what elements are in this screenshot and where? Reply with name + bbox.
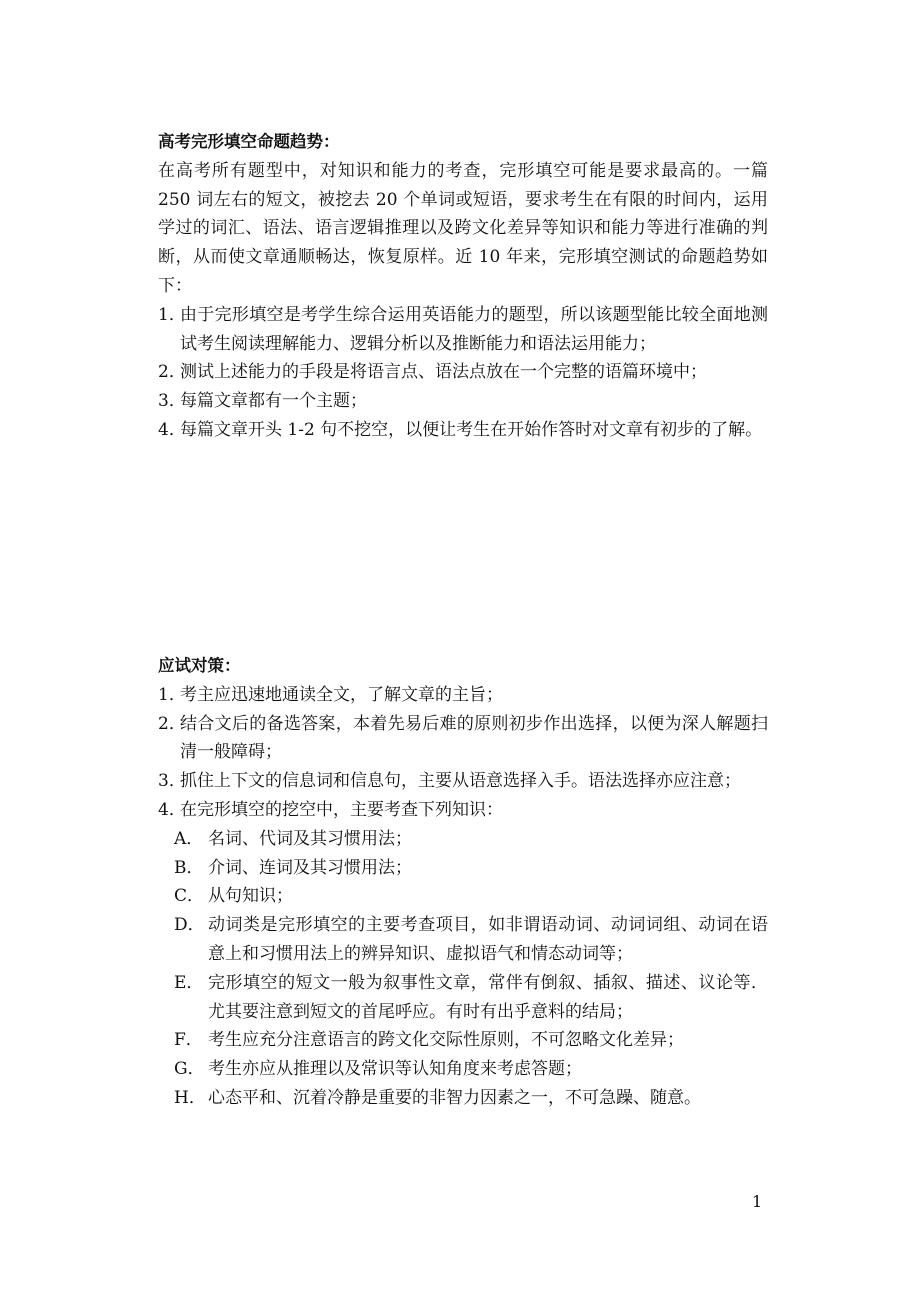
sub-list-item xyxy=(174,911,768,969)
sub-list-item xyxy=(174,882,768,911)
item-text: 在完形填空的挖空中，主要考查下列知识： xyxy=(180,799,503,820)
list-item xyxy=(158,358,768,387)
sub-list-item xyxy=(174,1084,768,1113)
item-letter: E． xyxy=(174,972,204,993)
item-text: 动词类是完形填空的主要考查项目，如非谓语动词、动词词组、动词在语意上和习惯用法上的辨异知识、虚拟语气和情态动词等； xyxy=(208,915,768,964)
list-item xyxy=(158,416,768,445)
list-item xyxy=(158,301,768,359)
item-text: 介词、连词及其习惯用法； xyxy=(208,857,412,878)
sub-list-item xyxy=(174,854,768,883)
item-text: 心态平和、沉着冷静是重要的非智力因素之一，不可急躁、随意。 xyxy=(208,1087,701,1108)
item-number: 1． xyxy=(158,684,186,705)
item-number: 2． xyxy=(158,362,186,383)
item-text: 结合文后的备选答案，本着先易后难的原则初步作出选择，以便为深人解题扫清一般障碍； xyxy=(180,713,768,763)
sub-list xyxy=(158,825,768,1113)
sub-list-item xyxy=(174,1055,768,1084)
item-number: 1． xyxy=(158,304,186,325)
sub-list-item xyxy=(174,1026,768,1055)
list-item xyxy=(158,710,768,768)
item-letter: B． xyxy=(174,857,204,878)
item-letter: F． xyxy=(174,1030,203,1051)
item-letter: D． xyxy=(174,915,205,936)
item-text: 考生应充分注意语言的跨文化交际性原则，不可忽略文化差异； xyxy=(208,1030,684,1051)
section-strategies xyxy=(158,652,768,1113)
item-text: 完形填空的短文一般为叙事性文章，常伴有倒叙、插叙、描述、议论等．尤其要注意到短文的首尾呼应。有时有出乎意料的结局； xyxy=(208,972,768,1022)
item-letter: A． xyxy=(174,828,204,849)
item-number: 2． xyxy=(158,713,186,734)
item-letter: G． xyxy=(174,1059,205,1080)
item-text: 每篇文章开头 1-2 句不挖空，以便让考生在开始作答时对文章有初步的了解。 xyxy=(180,419,763,440)
item-text: 每篇文章都有一个主题； xyxy=(180,391,367,412)
item-letter: H． xyxy=(174,1087,206,1108)
list-item xyxy=(158,767,768,796)
item-letter: C． xyxy=(174,886,205,907)
list-item xyxy=(158,681,768,710)
item-text: 考主应迅速地通读全文，了解文章的主旨； xyxy=(180,684,503,705)
item-text: 考生亦应从推理以及常识等认知角度来考虑答题； xyxy=(208,1059,582,1080)
list-item xyxy=(158,387,768,416)
intro-paragraph: 在高考所有题型中，对知识和能力的考查，完形填空可能是要求最高的。一篇 250 词左右的短文，被挖去 20 个单词或短语，要求考生在有限的时间内，运用学过的词汇、语法、语言逻辑推理以及跨文化差异等知识和能力等进行准确的判断，从而使文章通顺畅达，恢复原样。近 10 年来，完形填空测试的命题趋势如下： xyxy=(158,160,768,296)
item-number: 4． xyxy=(158,799,186,820)
sub-list-item xyxy=(174,825,768,854)
item-text: 抓住上下文的信息词和信息句，主要从语意选择入手。语法选择亦应注意； xyxy=(180,771,741,792)
page-number: 1 xyxy=(752,1192,763,1211)
item-text: 由于完形填空是考学生综合运用英语能力的题型，所以该题型能比较全面地测试考生阅读理解能力、逻辑分析以及推断能力和语法运用能力； xyxy=(180,304,768,354)
item-number: 3． xyxy=(158,391,186,412)
section-trends xyxy=(158,128,768,445)
item-text: 名词、代词及其习惯用法； xyxy=(208,828,412,849)
section-title-strategies: 应试对策： xyxy=(158,656,241,675)
list-item xyxy=(158,796,768,825)
item-number: 4． xyxy=(158,419,186,440)
item-text: 从句知识； xyxy=(208,886,293,907)
item-text: 测试上述能力的手段是将语言点、语法点放在一个完整的语篇环境中； xyxy=(180,362,707,383)
section-title-trends: 高考完形填空命题趋势： xyxy=(158,132,340,151)
item-number: 3． xyxy=(158,771,186,792)
sub-list-item xyxy=(174,969,768,1027)
